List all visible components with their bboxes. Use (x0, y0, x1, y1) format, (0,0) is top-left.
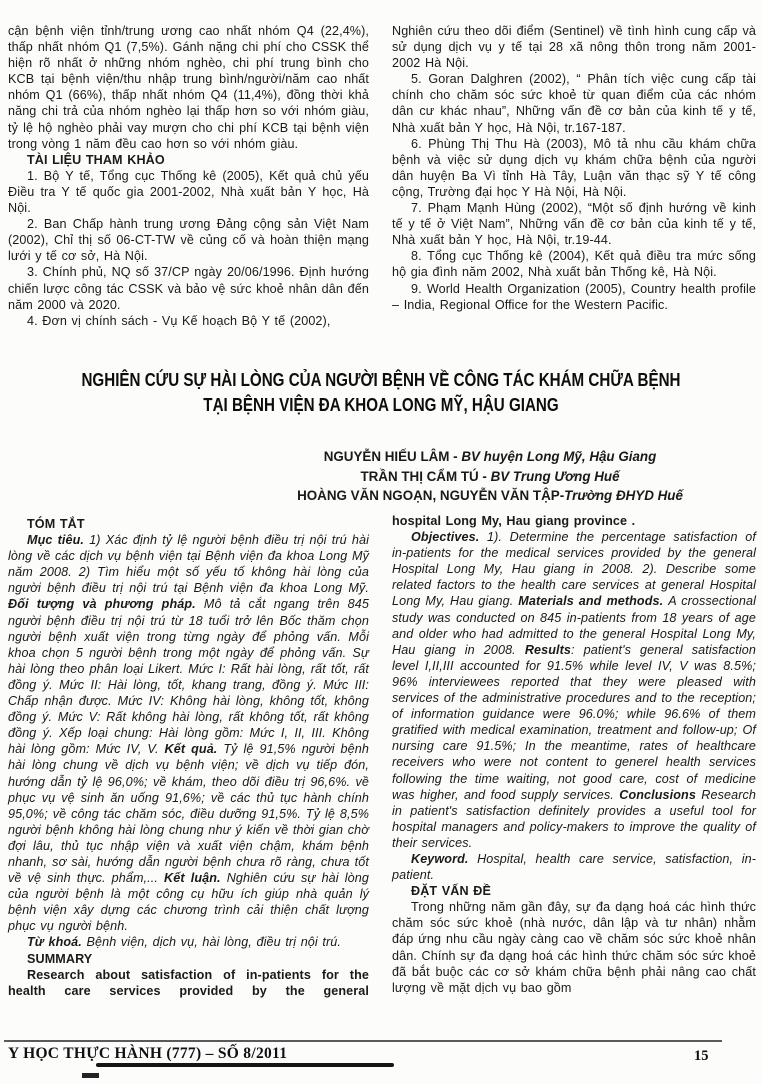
abstract-en-column (392, 513, 756, 996)
article-title-line-1: NGHIÊN CỨU SỰ HÀI LÒNG CỦA NGƯỜI BỆNH VỀ CÔNG TÁC KHÁM CHỮA BỆNH (81, 369, 681, 390)
reference-item: 5. Goran Dalghren (2002), “ Phân tích việc cung cấp tài chính cho chăm sóc sức khoẻ từ quan điểm của các nhóm dân cư khác nhau”, Những vấn đề cơ bản của kinh tế y tế, Nhà xuất bản Y học, Hà Nội, tr.167-187. (392, 72, 756, 135)
text-segment: Bệnh viện, dịch vụ, hài lòng, điều trị nội trú. (86, 935, 342, 950)
text-segment: Hospital, health care service, satisfaction, in-patient. (392, 851, 756, 883)
text-segment: Results (524, 642, 572, 657)
journal-footer-title: Y HỌC THỰC HÀNH (777) – SỐ 8/2011 (8, 1045, 288, 1062)
text-segment: Đối tượng và phương pháp. (8, 597, 204, 612)
footer-underline (96, 1063, 394, 1067)
author-line (230, 486, 750, 506)
intro-paragraph: Trong những năm gần đây, sự đa dạng hoá các hình thức chăm sóc sức khoẻ (nhà nước, dân lập và tư nhân) nhằm đáp ứng nhu cầu ngày càng cao về chăm sóc sức khoẻ nhân dân. Chính sự đa dạng hoá các hình thức chăm sóc sức khoẻ đã bắt buộc các cơ sở khám chữa bệnh phải nâng cao chất lượng về mặt dịch vụ bao gồm (392, 900, 756, 995)
author-line (230, 467, 750, 487)
summary-intro: Research about satisfaction of in-patients for the health care services provided by the general (8, 967, 369, 998)
reference-item: 9. World Health Organization (2005), Country health profile – India, Regional Office for the Western Pacific. (392, 281, 756, 312)
summary-heading: SUMMARY (27, 951, 93, 966)
text-segment: Nghiên cứu sự hài lòng của người bệnh là một công cụ hữu ích giúp nhà quản lý bệnh viện xây dựng các chương trình cải thiện chất lượng phục vụ người bệnh. (8, 871, 369, 934)
intro-heading: ĐẶT VẤN ĐỀ (411, 884, 491, 899)
footer-rule (4, 1040, 722, 1042)
scan-artifact-mark (82, 1073, 99, 1078)
text-segment: A crossectional study was conducted on 845 in-patients from 18 years of age and older who had admitted to the general Hospital Long My, Hau giang in 2008. (392, 594, 757, 657)
abstract-vi-keywords (8, 934, 369, 950)
text-segment: Kết quả. (164, 742, 224, 757)
abstract-vi-heading: TÓM TẮT (27, 517, 85, 531)
text-segment: Kết luận. (164, 871, 227, 886)
abstract-en-body (392, 529, 756, 851)
references-heading: TÀI LIỆU THAM KHẢO (27, 152, 165, 167)
text-segment: : patient's general satisfaction level I,II,III accounted for 91.5% while level IV, V was 8.5%; 96% interviewees reported that they were pleased with services of the administrative procedures and to the reception; of information guidance were 96.0%; while 96.6% of them gratified with medical examination, treatment and follow-up; Of nursing care 91.5%; In the meantime, rates of healthcare receivers who were not content to generel health services following the time waiting, not good care, cost of medicine was higher, and food supply services. (392, 642, 756, 802)
author-line (230, 447, 750, 467)
text-segment: Research in patient's satisfaction definitely provides a useful tool for hospital managers and policy-makers to improve the quality of their services. (392, 787, 756, 850)
abstract-vi-body (8, 532, 369, 934)
reference-item: 6. Phùng Thị Thu Hà (2003), Mô tả nhu cầu khám chữa bệnh và việc sử dụng dịch vụ khám chữa bệnh của người dân huyện Ba Vì tỉnh Hà Tây, Luận văn thạc sỹ Y tế công cộng, Trường đại học Y Hà Nội, Hà Nội. (392, 136, 756, 199)
text-segment: Từ khoá. (27, 935, 87, 950)
author-block (230, 447, 750, 506)
text-segment: Conclusions (619, 787, 702, 802)
reference-item: 1. Bộ Y tế, Tổng cục Thống kê (2005), Kết quả chủ yếu Điều tra Y tế quốc gia 2001-2002, Nhà xuất bản Y học, Hà Nội. (8, 168, 369, 216)
text-segment: Materials and methods. (518, 594, 669, 609)
abstract-vi-column (8, 516, 369, 999)
author-affiliation: Trường ĐHYD Huế (564, 488, 683, 504)
reference-item: 8. Tổng cục Thống kê (2004), Kết quả điều tra mức sống hộ gia đình năm 2002, Nhà xuất bản Thống kê, Hà Nội. (392, 249, 756, 280)
text-segment: 1) Xác định tỷ lệ người bệnh điều trị nội trú hài lòng về các dịch vụ bệnh viện tại Bệnh viện đa khoa Long Mỹ năm 2008. 2) Tìm hiểu một số yếu tố không hài lòng của người bệnh điều trị nội trú tại Bệnh viện đa khoa Long Mỹ. (8, 533, 369, 596)
article-title-line-2: TẠI BỆNH VIỆN ĐA KHOA LONG MỸ, HẬU GIANG (203, 393, 559, 415)
reference-item: 3. Chính phủ, NQ số 37/CP ngày 20/06/1996. Định hướng chiến lược công tác CSSK và bảo vệ sức khoẻ nhân dân đến năm 2000 và 2020. (8, 265, 369, 312)
reference-item: 7. Phạm Mạnh Hùng (2002), “Một số định hướng về kinh tế y tế ở Việt Nam”, Những vấn đề cơ bản của kinh tế y tế, Nhà xuất bản Y học, Hà Nội, tr.19-44. (392, 201, 756, 248)
author-affiliation: BV huyện Long Mỹ, Hậu Giang (461, 449, 657, 464)
author-name: HOÀNG VĂN NGOẠN, NGUYỄN VĂN TẬP- (297, 488, 565, 504)
prev-article-right-column (392, 23, 756, 313)
text-segment: Tỷ lệ 91,5% người bệnh hài lòng chung về dịch vụ bệnh viện; về dịch vụ tiếp đón, hướng dẫn tỷ lệ 96,0%; về khám, theo dõi điều trị 96,6%. về phục vụ vệ sinh ăn uống 91,6%; về các thủ tục hành chính 95,0%; về công tác chăm sóc, điều dưỡng 91,5%. Tỷ lệ 8,5% người bệnh không hài lòng chung như ý kiến về thời gian chờ đợi lâu, thủ tục nhập viện và xuất viện chậm, khám bệnh nhanh, sơ sài, hướng dẫn người bệnh chưa rõ ràng, chưa tốt về vệ sinh thực. phẩm,... (8, 742, 369, 886)
author-name: NGUYỄN HIẾU LÂM - (323, 449, 462, 464)
reference-item: 2. Ban Chấp hành trung ương Đảng cộng sản Việt Nam (2002), Chỉ thị số 06-CT-TW về củng cố và hoàn thiện mạng lưới y tế cơ sở, Hà Nội. (8, 217, 369, 264)
reference-item: 4. Đơn vị chính sách - Vụ Kế hoạch Bộ Y tế (2002), (27, 313, 331, 328)
abstract-en-keyword (392, 851, 756, 883)
text-segment: Objectives. (411, 530, 487, 545)
references-list-right (392, 71, 756, 312)
prev-article-left-column (8, 23, 369, 329)
text-segment: Mục tiêu. (27, 533, 90, 548)
prev-article-closing-paragraph: cận bệnh viện tỉnh/trung ương cao nhất nhóm Q4 (22,4%), thấp nhất nhóm Q1 (7,5%). Gánh nặng chi phí cho CSSK thể hiện rõ nhất ở những nhóm nghèo, chi phí trung bình cho KCB tại bệnh viện/thu nhập trung bình/người/năm cao nhất nhóm Q1 (66%), thấp nhất nhóm Q4 (11,4%), đồng thời khả năng chi trả của nhóm nghèo lại thấp hơn so với nhóm giàu, tỷ lệ hộ nghèo phải vay mượn cho chi phí KCB tại bệnh viện trong vòng 1 năm đều cao hơn so với nhóm giàu. (8, 24, 369, 151)
text-segment: Keyword. (411, 851, 478, 866)
author-name: TRẦN THỊ CẨM TÚ - (360, 468, 491, 484)
references-list-left (8, 168, 369, 329)
reference-continuation: Nghiên cứu theo dõi điểm (Sentinel) về tình hình cung cấp và sử dụng dịch vụ y tế tại 28 xã nông thôn trong năm 2001-2002 Hà Nội. (392, 24, 756, 71)
author-affiliation: BV Trung Ương Huế (490, 468, 620, 484)
text-segment: 1). Determine the percentage satisfaction of in-patients for the medical services provided by the general Hospital Long My, Hau giang in 2008. 2). Describe some related factors to the health care services at general Hospital Long My, Hau giang. (392, 530, 756, 609)
article-title (0, 368, 762, 417)
text-segment: Mô tả cắt ngang trên 845 người bệnh điều trị nội trú từ 18 tuổi trở lên Bốc thăm chọn người bệnh xuất viện trong từng ngày để phỏng vấn. Mỗi khoa chọn 5 người bệnh trong một ngày để phỏng vấn. Sự hài lòng theo phân loại Likert. Mức I: Rất hài lòng, rất tốt, rất đồng ý. Mức II: Hài lòng, tốt, khang trang, đồng ý. Mức III: Chấp nhận được. Mức IV: Không hài lòng, không tốt, không đồng ý. Mức V: Rất không hài lòng, rất không tốt, rất không đồng ý. Xếp loại chung: Hài lòng gồm: Mức I, II, III. Không hài lòng gồm: Mức IV, V. (8, 597, 369, 757)
page-number: 15 (694, 1048, 709, 1064)
summary-continuation: hospital Long My, Hau giang province . (392, 514, 636, 528)
